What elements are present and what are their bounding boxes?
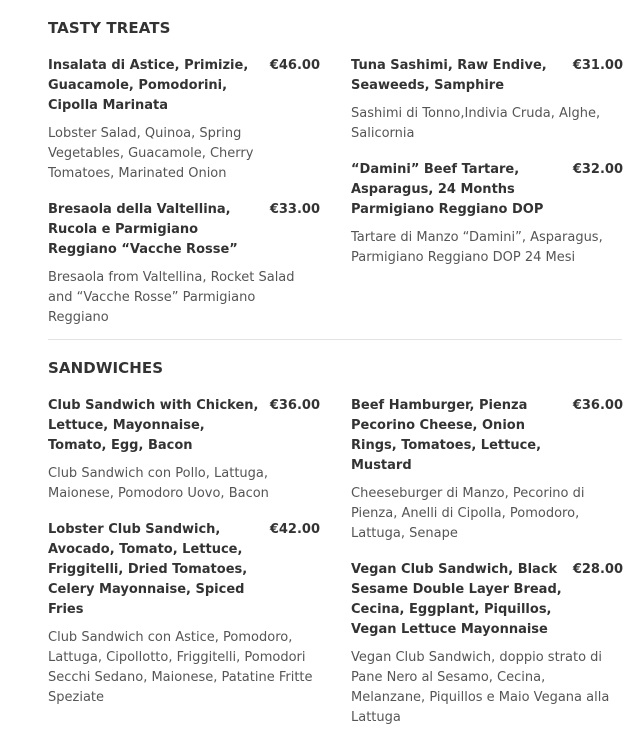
menu-column-left bbox=[48, 396, 320, 724]
menu-item-description: Lobster Salad, Quinoa, Spring Vegetables, Guacamole, Cherry Tomatoes, Marinated Onion bbox=[48, 126, 254, 181]
menu-item-name: Lobster Club Sandwich, Avocado, Tomato, Lettuce, Friggitelli, Dried Tomatoes, Celery Mayonnaise, Spiced Fries bbox=[48, 522, 248, 617]
menu-item-name: Bresaola della Valtellina, Rucola e Parmigiano Reggiano “Vacche Rosse” bbox=[48, 202, 238, 257]
menu-item bbox=[48, 396, 320, 504]
menu-item bbox=[351, 560, 623, 728]
menu-item-description: Vegan Club Sandwich, doppio strato di Pane Nero al Sesamo, Cecina, Melanzane, Piquillos e Maio Vegana alla Lattuga bbox=[351, 650, 610, 725]
menu-item-name: Beef Hamburger, Pienza Pecorino Cheese, Onion Rings, Tomatoes, Lettuce, Mustard bbox=[351, 398, 542, 473]
section-title: TASTY TREATS bbox=[48, 19, 171, 37]
section-tasty-treats bbox=[48, 18, 623, 325]
menu-column-left bbox=[48, 56, 320, 344]
menu-column-right bbox=[351, 56, 623, 284]
menu-item-name: “Damini” Beef Tartare, Asparagus, 24 Months Parmigiano Reggiano DOP bbox=[351, 162, 544, 217]
menu-item-price: €42.00 bbox=[269, 522, 320, 537]
menu-item-header bbox=[48, 56, 320, 116]
menu-item-name: Insalata di Astice, Primizie, Guacamole, Pomodorini, Cipolla Marinata bbox=[48, 58, 249, 113]
menu-item-description: Club Sandwich con Pollo, Lattuga, Maionese, Pomodoro Uovo, Bacon bbox=[48, 466, 269, 501]
section-divider bbox=[48, 339, 622, 340]
menu-item-description: Cheeseburger di Manzo, Pecorino di Pienza, Anelli di Cipolla, Pomodoro, Lattuga, Senape bbox=[351, 486, 585, 541]
menu-item-price: €28.00 bbox=[572, 562, 623, 577]
menu-item bbox=[351, 160, 623, 268]
menu-item-header bbox=[351, 56, 623, 96]
menu-item-description: Club Sandwich con Astice, Pomodoro, Lattuga, Cipollotto, Friggitelli, Pomodori Secchi Sedano, Maionese, Patatine Fritte Speziate bbox=[48, 630, 313, 705]
menu-item-name: Club Sandwich with Chicken, Lettuce, Mayonnaise, Tomato, Egg, Bacon bbox=[48, 398, 259, 453]
menu-item-header bbox=[351, 160, 623, 220]
menu-item-name: Vegan Club Sandwich, Black Sesame Double Layer Bread, Cecina, Eggplant, Piquillos, Vegan Lettuce Mayonnaise bbox=[351, 562, 562, 637]
menu-item bbox=[351, 56, 623, 144]
menu-item-price: €33.00 bbox=[269, 202, 320, 217]
menu-item-name: Tuna Sashimi, Raw Endive, Seaweeds, Samphire bbox=[351, 58, 547, 93]
menu-item-price: €36.00 bbox=[269, 398, 320, 413]
section-sandwiches bbox=[48, 358, 623, 725]
menu-item bbox=[48, 520, 320, 708]
menu-item bbox=[351, 396, 623, 544]
menu-item bbox=[48, 56, 320, 184]
menu-item-header bbox=[351, 396, 623, 476]
menu-item-price: €36.00 bbox=[572, 398, 623, 413]
menu-item bbox=[48, 200, 320, 328]
menu-item-description: Bresaola from Valtellina, Rocket Salad and “Vacche Rosse” Parmigiano Reggiano bbox=[48, 270, 295, 325]
menu-item-header bbox=[351, 560, 623, 640]
menu-item-header bbox=[48, 200, 320, 260]
menu-item-price: €46.00 bbox=[269, 58, 320, 73]
menu-item-description: Tartare di Manzo “Damini”, Asparagus, Parmigiano Reggiano DOP 24 Mesi bbox=[351, 230, 603, 265]
section-title: SANDWICHES bbox=[48, 359, 164, 377]
menu-item-price: €32.00 bbox=[572, 162, 623, 177]
menu-item-header bbox=[48, 520, 320, 620]
menu-item-price: €31.00 bbox=[572, 58, 623, 73]
menu-item-description: Sashimi di Tonno,Indivia Cruda, Alghe, Salicornia bbox=[351, 106, 601, 141]
menu-column-right bbox=[351, 396, 623, 744]
menu-item-header bbox=[48, 396, 320, 456]
